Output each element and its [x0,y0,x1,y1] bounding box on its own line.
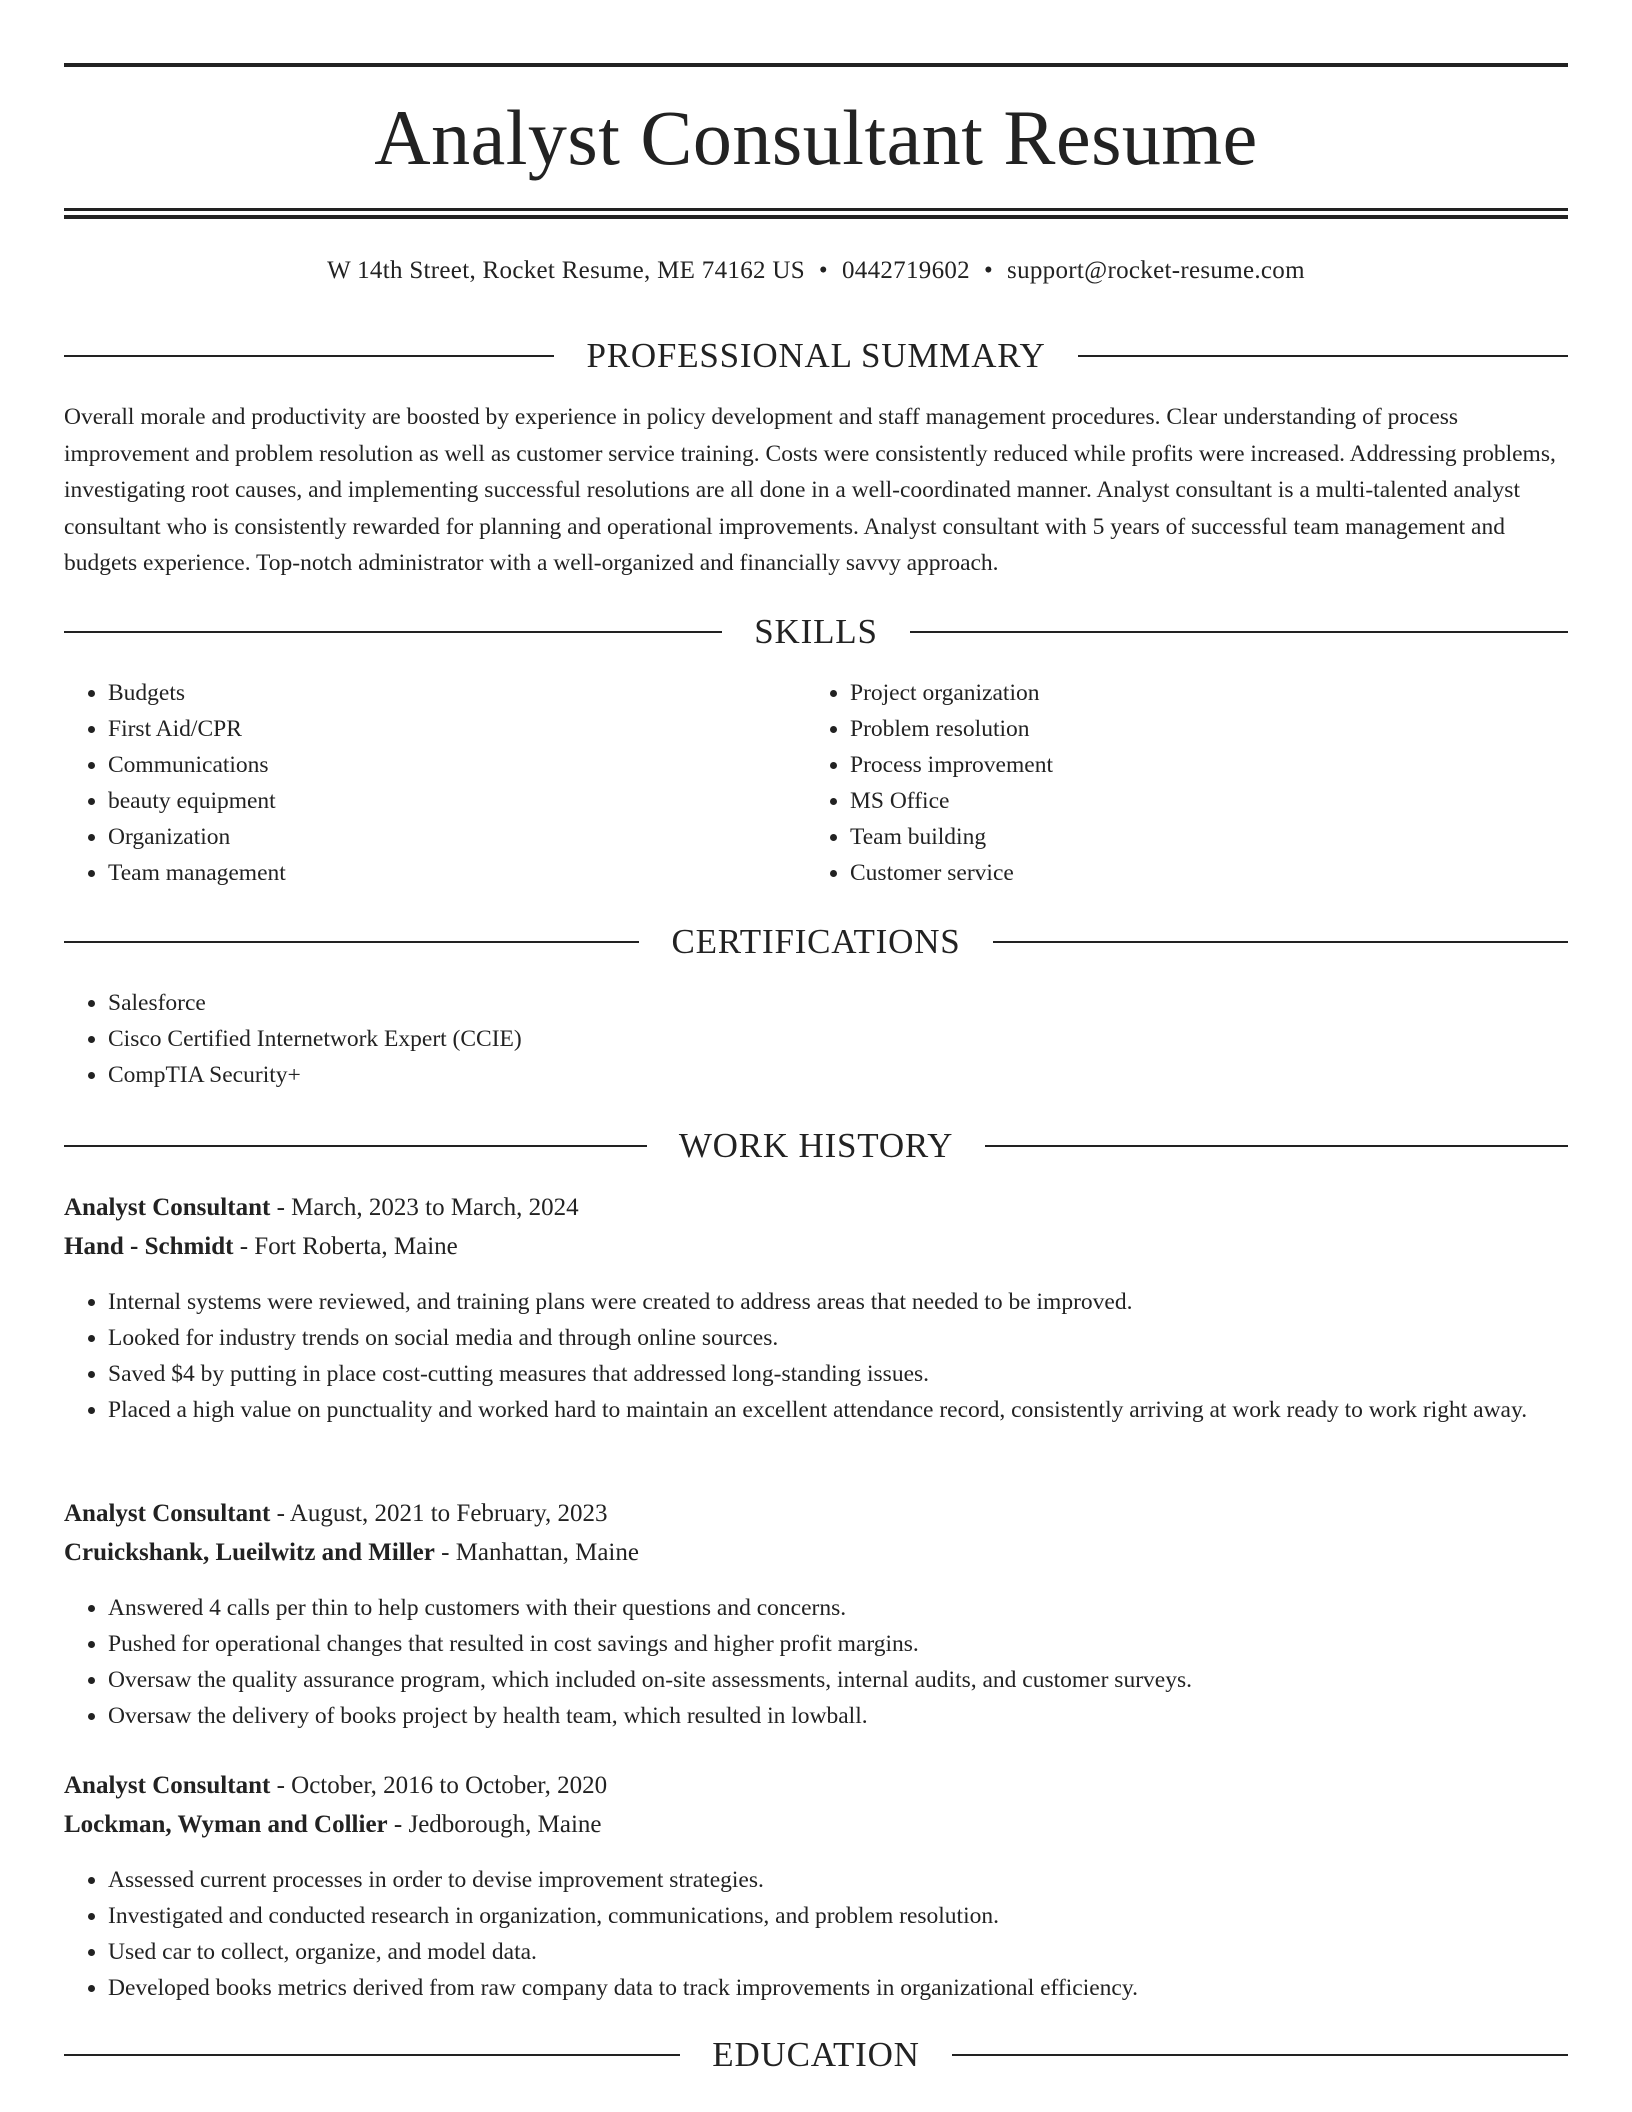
job-company: Hand - Schmidt [64,1233,234,1260]
certification-item: • CompTIA Security+ [108,1057,1548,1093]
skill-item: • First Aid/CPR [108,711,808,747]
skill-item: • Process improvement [850,747,1550,783]
heading-rule-right [993,941,1568,943]
job-dates: - August, 2021 to February, 2023 [270,1500,608,1527]
skills-heading [64,610,1568,654]
certifications-list [64,985,1548,1093]
skill-item: • Team building [850,819,1550,855]
job-dates: - October, 2016 to October, 2020 [270,1772,608,1799]
job-location: - Jedborough, Maine [387,1811,602,1838]
heading-rule-right [910,631,1568,633]
summary-text: Overall morale and productivity are boosted by experience in policy development and staff management procedures. Clear understanding of process improvement and problem resolution as well as customer service training. Costs were consistently reduced while profits were increased. Addressing problems, investigating root causes, and implementing successful resolutions are all done in a well-coordinated manner. Analyst consultant is a multi-talented analyst consultant who is consistently rewarded for planning and operational improvements. Analyst consultant with 5 years of successful team management and budgets experience. Top-notch administrator with a well-organized and financially savvy approach. [64,404,1556,576]
heading-rule-left [64,631,722,633]
job-bullet: • Placed a high value on punctuality and worked hard to maintain an excellent attendance record, consistently arriving at work ready to work right away. [108,1392,1612,1428]
job-bullets [64,1590,1612,1734]
heading-rule-left [64,2054,680,2056]
job-company: Cruickshank, Lueilwitz and Miller [64,1539,435,1566]
education-heading-label: EDUCATION [712,2035,920,2074]
education-heading [64,2033,1568,2077]
job-bullet: • Assessed current processes in order to devise improvement strategies. [108,1862,1612,1898]
contact-phone: 0442719602 [841,257,970,284]
contact-address: W 14th Street, Rocket Resume, ME 74162 US [327,257,805,284]
job-title: Analyst Consultant [64,1772,271,1799]
certification-item: • Salesforce [108,985,1548,1021]
contact-separator: • [983,257,994,284]
skill-item: • Problem resolution [850,711,1550,747]
job-bullet: • Oversaw the delivery of books project by health team, which resulted in lowball. [108,1698,1612,1734]
heading-rule-left [64,941,639,943]
job-bullet: • Oversaw the quality assurance program, which included on-site assessments, internal audits, and customer surveys. [108,1662,1612,1698]
top-rule [64,63,1568,67]
job-location: - Fort Roberta, Maine [233,1233,458,1260]
heading-rule-right [985,1145,1568,1147]
heading-rule-left [64,355,554,357]
job-title: Analyst Consultant [64,1194,271,1221]
job-title-line [64,1191,1568,1225]
job-company-line [64,1536,1568,1570]
skill-item: • beauty equipment [108,783,808,819]
job-location: - Manhattan, Maine [434,1539,639,1566]
resume-title: Analyst Consultant Resume [374,94,1258,181]
heading-rule-right [1078,355,1568,357]
skills-list-left [64,675,808,891]
job-bullet: • Used car to collect, organize, and model data. [108,1934,1612,1970]
work-history-heading [64,1124,1568,1168]
job-title-line [64,1769,1568,1803]
skill-item: • MS Office [850,783,1550,819]
skill-item: • Customer service [850,855,1550,891]
contact-separator: • [818,257,828,284]
job-company-line [64,1230,1568,1264]
job-bullets [64,1284,1612,1428]
certification-item: • Cisco Certified Internetwork Expert (CCIE) [108,1021,1548,1057]
skills-list-right [806,675,1550,891]
certifications-heading-label: CERTIFICATIONS [671,922,961,961]
job-company-line [64,1808,1568,1842]
skill-item: • Project organization [850,675,1550,711]
job-bullet: • Looked for industry trends on social media and through online sources. [108,1320,1612,1356]
job-bullet: • Investigated and conducted research in organization, communications, and problem resolution. [108,1898,1612,1934]
job-dates: - March, 2023 to March, 2024 [270,1194,579,1221]
contact-email: support@rocket-resume.com [1007,257,1305,284]
job-bullet: • Answered 4 calls per thin to help customers with their questions and concerns. [108,1590,1612,1626]
title-double-rule [64,208,1568,219]
heading-rule-left [64,1145,647,1147]
summary-heading-label: PROFESSIONAL SUMMARY [586,336,1046,375]
contact-line [64,255,1568,287]
job-company: Lockman, Wyman and Collier [64,1811,388,1838]
skills-heading-label: SKILLS [754,612,878,651]
job-bullet: • Internal systems were reviewed, and training plans were created to address areas that needed to be improved. [108,1284,1612,1320]
skill-item: • Communications [108,747,808,783]
skill-item: • Organization [108,819,808,855]
certifications-heading [64,920,1568,964]
heading-rule-right [952,2054,1568,2056]
job-title: Analyst Consultant [64,1500,271,1527]
skill-item: • Budgets [108,675,808,711]
summary-heading [64,334,1568,378]
work-history-heading-label: WORK HISTORY [678,1126,954,1165]
job-bullet: • Developed books metrics derived from raw company data to track improvements in organizational efficiency. [108,1970,1612,2006]
job-title-line [64,1497,1568,1531]
job-bullets [64,1862,1612,2006]
job-bullet: • Pushed for operational changes that resulted in cost savings and higher profit margins. [108,1626,1612,1662]
skill-item: • Team management [108,855,808,891]
job-bullet: • Saved $4 by putting in place cost-cutting measures that addressed long-standing issues. [108,1356,1612,1392]
